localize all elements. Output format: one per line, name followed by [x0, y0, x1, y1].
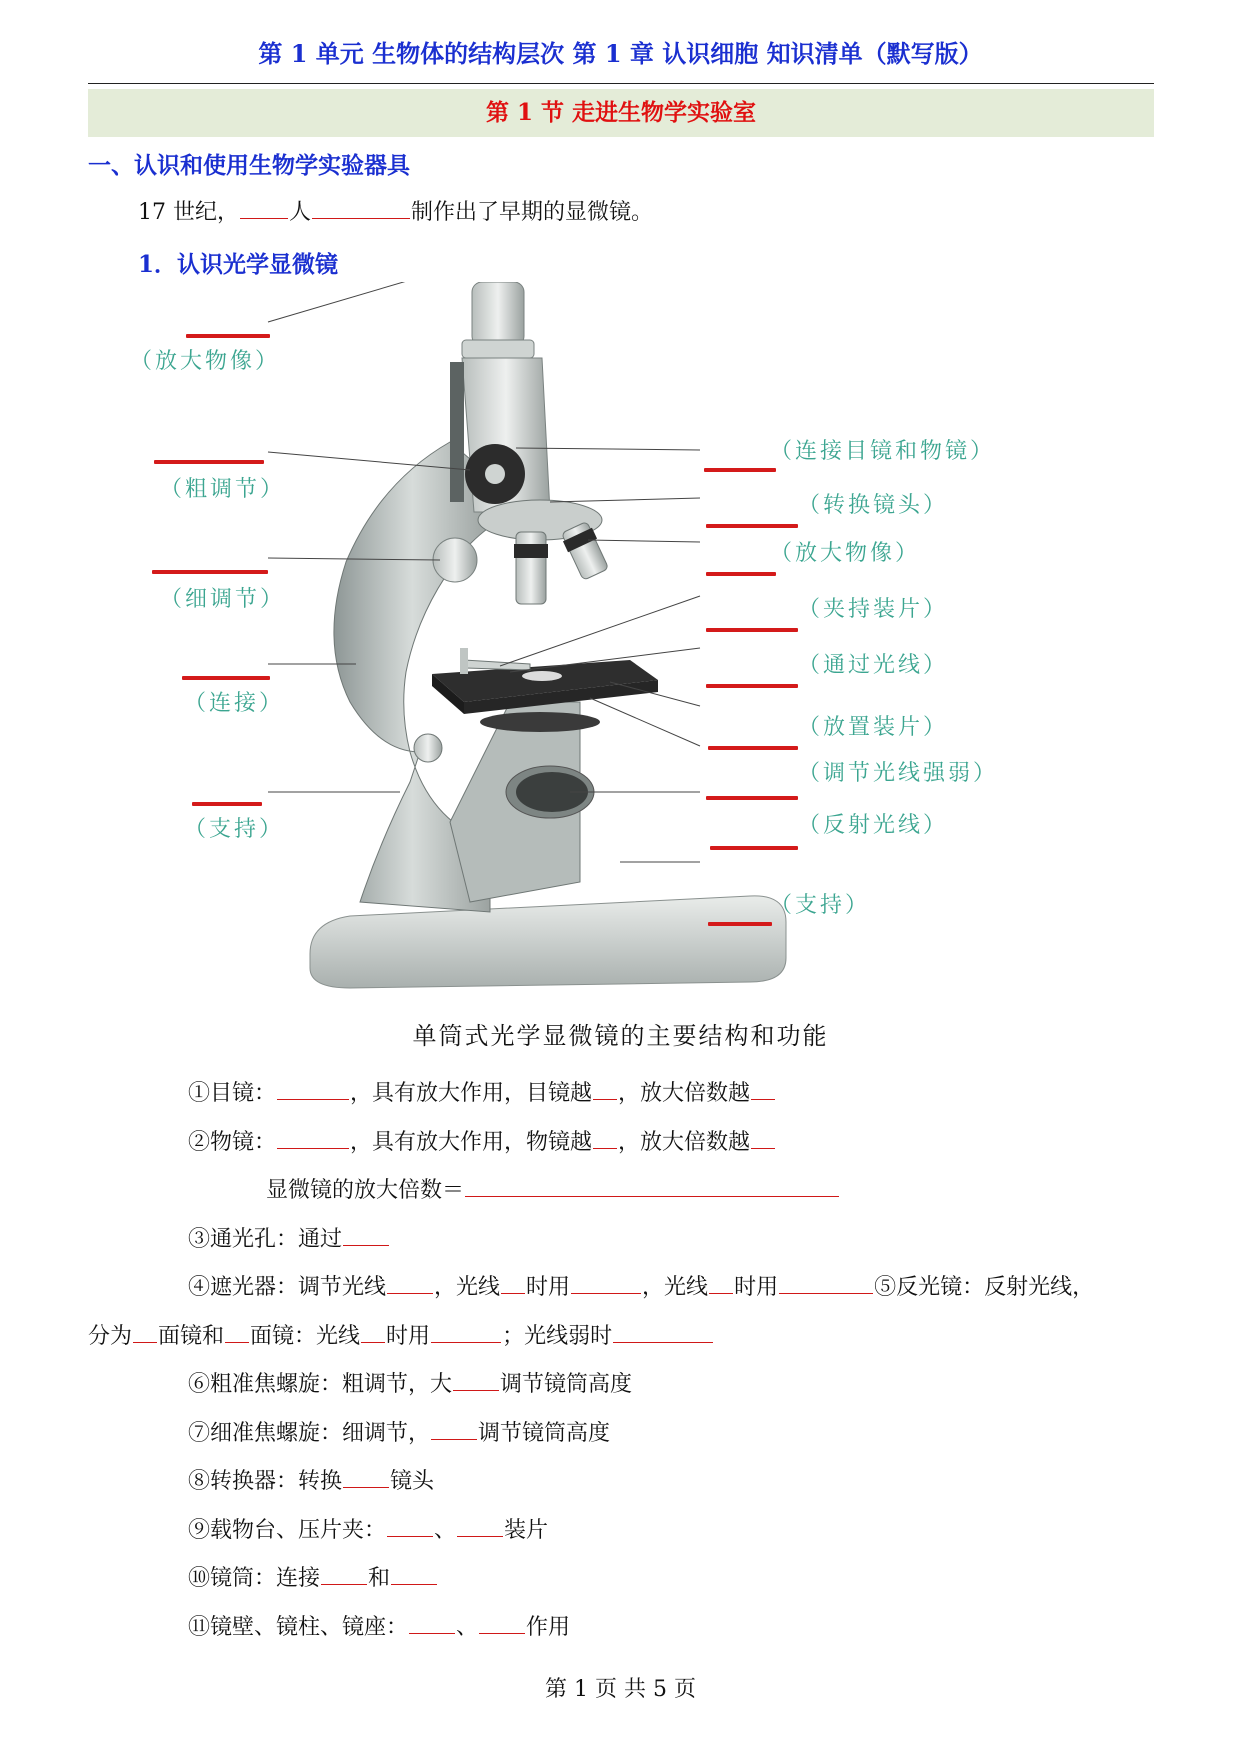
t: ③通光孔：通过 [188, 1227, 343, 1252]
answer-line [706, 796, 798, 800]
page-footer: 第 1 页 共 5 页 [545, 1677, 696, 1702]
t: 分为 [88, 1324, 133, 1349]
blank [751, 1128, 775, 1149]
label-nosepiece-fn: （转换镜头） [798, 493, 949, 518]
label-arm-fn: （连接） [184, 691, 285, 716]
t: 时用 [386, 1324, 431, 1349]
label-mirror-fn: （反射光线） [798, 813, 949, 838]
t: ⑤反光镜：反射光线， [874, 1275, 1095, 1300]
diaphragm [480, 712, 600, 732]
answer-line [186, 334, 270, 338]
answer-line [706, 684, 798, 688]
blank [613, 1322, 713, 1343]
item-stage [188, 1513, 548, 1544]
item-arm-base [188, 1610, 570, 1641]
blank [453, 1370, 499, 1391]
t: ⑦细准焦螺旋：细调节， [188, 1421, 431, 1446]
t: ，具有放大作用，目镜越 [350, 1081, 593, 1106]
blank [343, 1225, 389, 1246]
blank [361, 1322, 385, 1343]
blank [312, 198, 410, 219]
blank [409, 1613, 455, 1634]
t: 、 [434, 1518, 457, 1543]
blank [709, 1273, 733, 1294]
t: ，光线 [434, 1275, 501, 1300]
t: ⑩镜筒：连接 [188, 1566, 321, 1591]
t: ，放大倍数越 [618, 1081, 751, 1106]
blank [387, 1273, 433, 1294]
t: ，放大倍数越 [618, 1130, 751, 1155]
t: 装片 [504, 1518, 549, 1543]
blank [343, 1467, 389, 1488]
item-diaphragm [188, 1270, 1094, 1301]
blank [457, 1516, 503, 1537]
t: 显微镜的放大倍数＝ [266, 1178, 465, 1203]
t: 面镜：光线 [250, 1324, 361, 1349]
label-fine-fn: （细调节） [160, 587, 286, 612]
answer-line [706, 524, 798, 528]
answer-line [708, 922, 772, 926]
answer-line [182, 676, 270, 680]
header-title: 第 1 单元 生物体的结构层次 第 1 章 认识细胞 知识清单（默写版） [258, 39, 983, 68]
answer-line [710, 846, 798, 850]
t: 面镜和 [158, 1324, 225, 1349]
label-stage-fn: （放置装片） [798, 715, 949, 740]
answer-line [154, 460, 264, 464]
intro-line [138, 195, 653, 226]
subheading-microscope: 1．认识光学显微镜 [138, 251, 339, 278]
item-fine [188, 1416, 610, 1447]
t: ⑧转换器：转换 [188, 1469, 343, 1494]
blank [465, 1176, 839, 1197]
blank [479, 1613, 525, 1634]
answer-line [152, 570, 268, 574]
item-tube [188, 1561, 438, 1592]
answer-line [706, 572, 776, 576]
microscope-drawing [110, 282, 1110, 1002]
blank [387, 1516, 433, 1537]
microscope-figure [110, 282, 1110, 1002]
intro-text-a: 17 世纪， [138, 200, 239, 225]
t: ⑨载物台、压片夹： [188, 1518, 387, 1543]
t: ，具有放大作用，物镜越 [350, 1130, 593, 1155]
eyepiece [472, 282, 524, 346]
label-clip-fn: （夹持装片） [798, 597, 949, 622]
header-rule [88, 83, 1154, 84]
blank [593, 1128, 617, 1149]
blank [225, 1322, 249, 1343]
intro-text-c: 制作出了早期的显微镜。 [411, 200, 654, 225]
part1-heading: 一、认识和使用生物学实验器具 [88, 152, 410, 179]
blank [321, 1564, 367, 1585]
inclination-joint [414, 734, 442, 762]
blank [277, 1079, 349, 1100]
intro-text-b: 人 [289, 200, 312, 225]
label-diaphragm-fn: （调节光线强弱） [798, 761, 999, 786]
label-base-fn: （支持） [770, 893, 871, 918]
t: ⑥粗准焦螺旋：粗调节，大 [188, 1372, 453, 1397]
answer-line [704, 468, 776, 472]
item-nosepiece [188, 1464, 434, 1495]
t: 、 [456, 1615, 479, 1640]
t: ④遮光器：调节光线 [188, 1275, 387, 1300]
label-pillar-fn: （支持） [184, 817, 285, 842]
stage-clip [464, 660, 530, 670]
blank [751, 1079, 775, 1100]
answer-line [708, 746, 798, 750]
t: 时用 [734, 1275, 779, 1300]
t: ②物镜： [188, 1130, 277, 1155]
t: 调节镜筒高度 [478, 1421, 611, 1446]
base [310, 896, 786, 988]
t: ，光线 [642, 1275, 709, 1300]
blank [277, 1128, 349, 1149]
item-eyepiece [188, 1076, 776, 1107]
blank [593, 1079, 617, 1100]
t: 时用 [526, 1275, 571, 1300]
blank [240, 198, 288, 219]
answer-line [706, 628, 798, 632]
item-objective [188, 1125, 776, 1156]
item-mirror-cont [88, 1319, 714, 1350]
item-magnification [266, 1173, 840, 1204]
label-eyepiece-fn: （放大物像） [130, 349, 281, 374]
t: ⑪镜壁、镜柱、镜座： [188, 1615, 409, 1640]
blank [571, 1273, 641, 1294]
figure-caption: 单筒式光学显微镜的主要结构和功能 [412, 1022, 829, 1050]
blank [431, 1322, 501, 1343]
label-coarse-fn: （粗调节） [160, 477, 286, 502]
blank [133, 1322, 157, 1343]
section-band: 第 1 节 走进生物学实验室 [88, 89, 1154, 137]
label-aperture-fn: （通过光线） [798, 653, 949, 678]
blank [779, 1273, 873, 1294]
label-objective-fn: （放大物像） [770, 541, 921, 566]
t: ；光线弱时 [502, 1324, 613, 1349]
answer-line [192, 802, 262, 806]
t: 调节镜筒高度 [500, 1372, 633, 1397]
blank [391, 1564, 437, 1585]
blank [431, 1419, 477, 1440]
t: 作用 [526, 1615, 571, 1640]
blank [501, 1273, 525, 1294]
item-aperture [188, 1222, 390, 1253]
t: ①目镜： [188, 1081, 277, 1106]
label-tube-fn: （连接目镜和物镜） [770, 439, 996, 464]
t: 和 [368, 1566, 391, 1591]
item-coarse [188, 1367, 632, 1398]
objective-1 [516, 532, 546, 604]
t: 镜头 [390, 1469, 435, 1494]
